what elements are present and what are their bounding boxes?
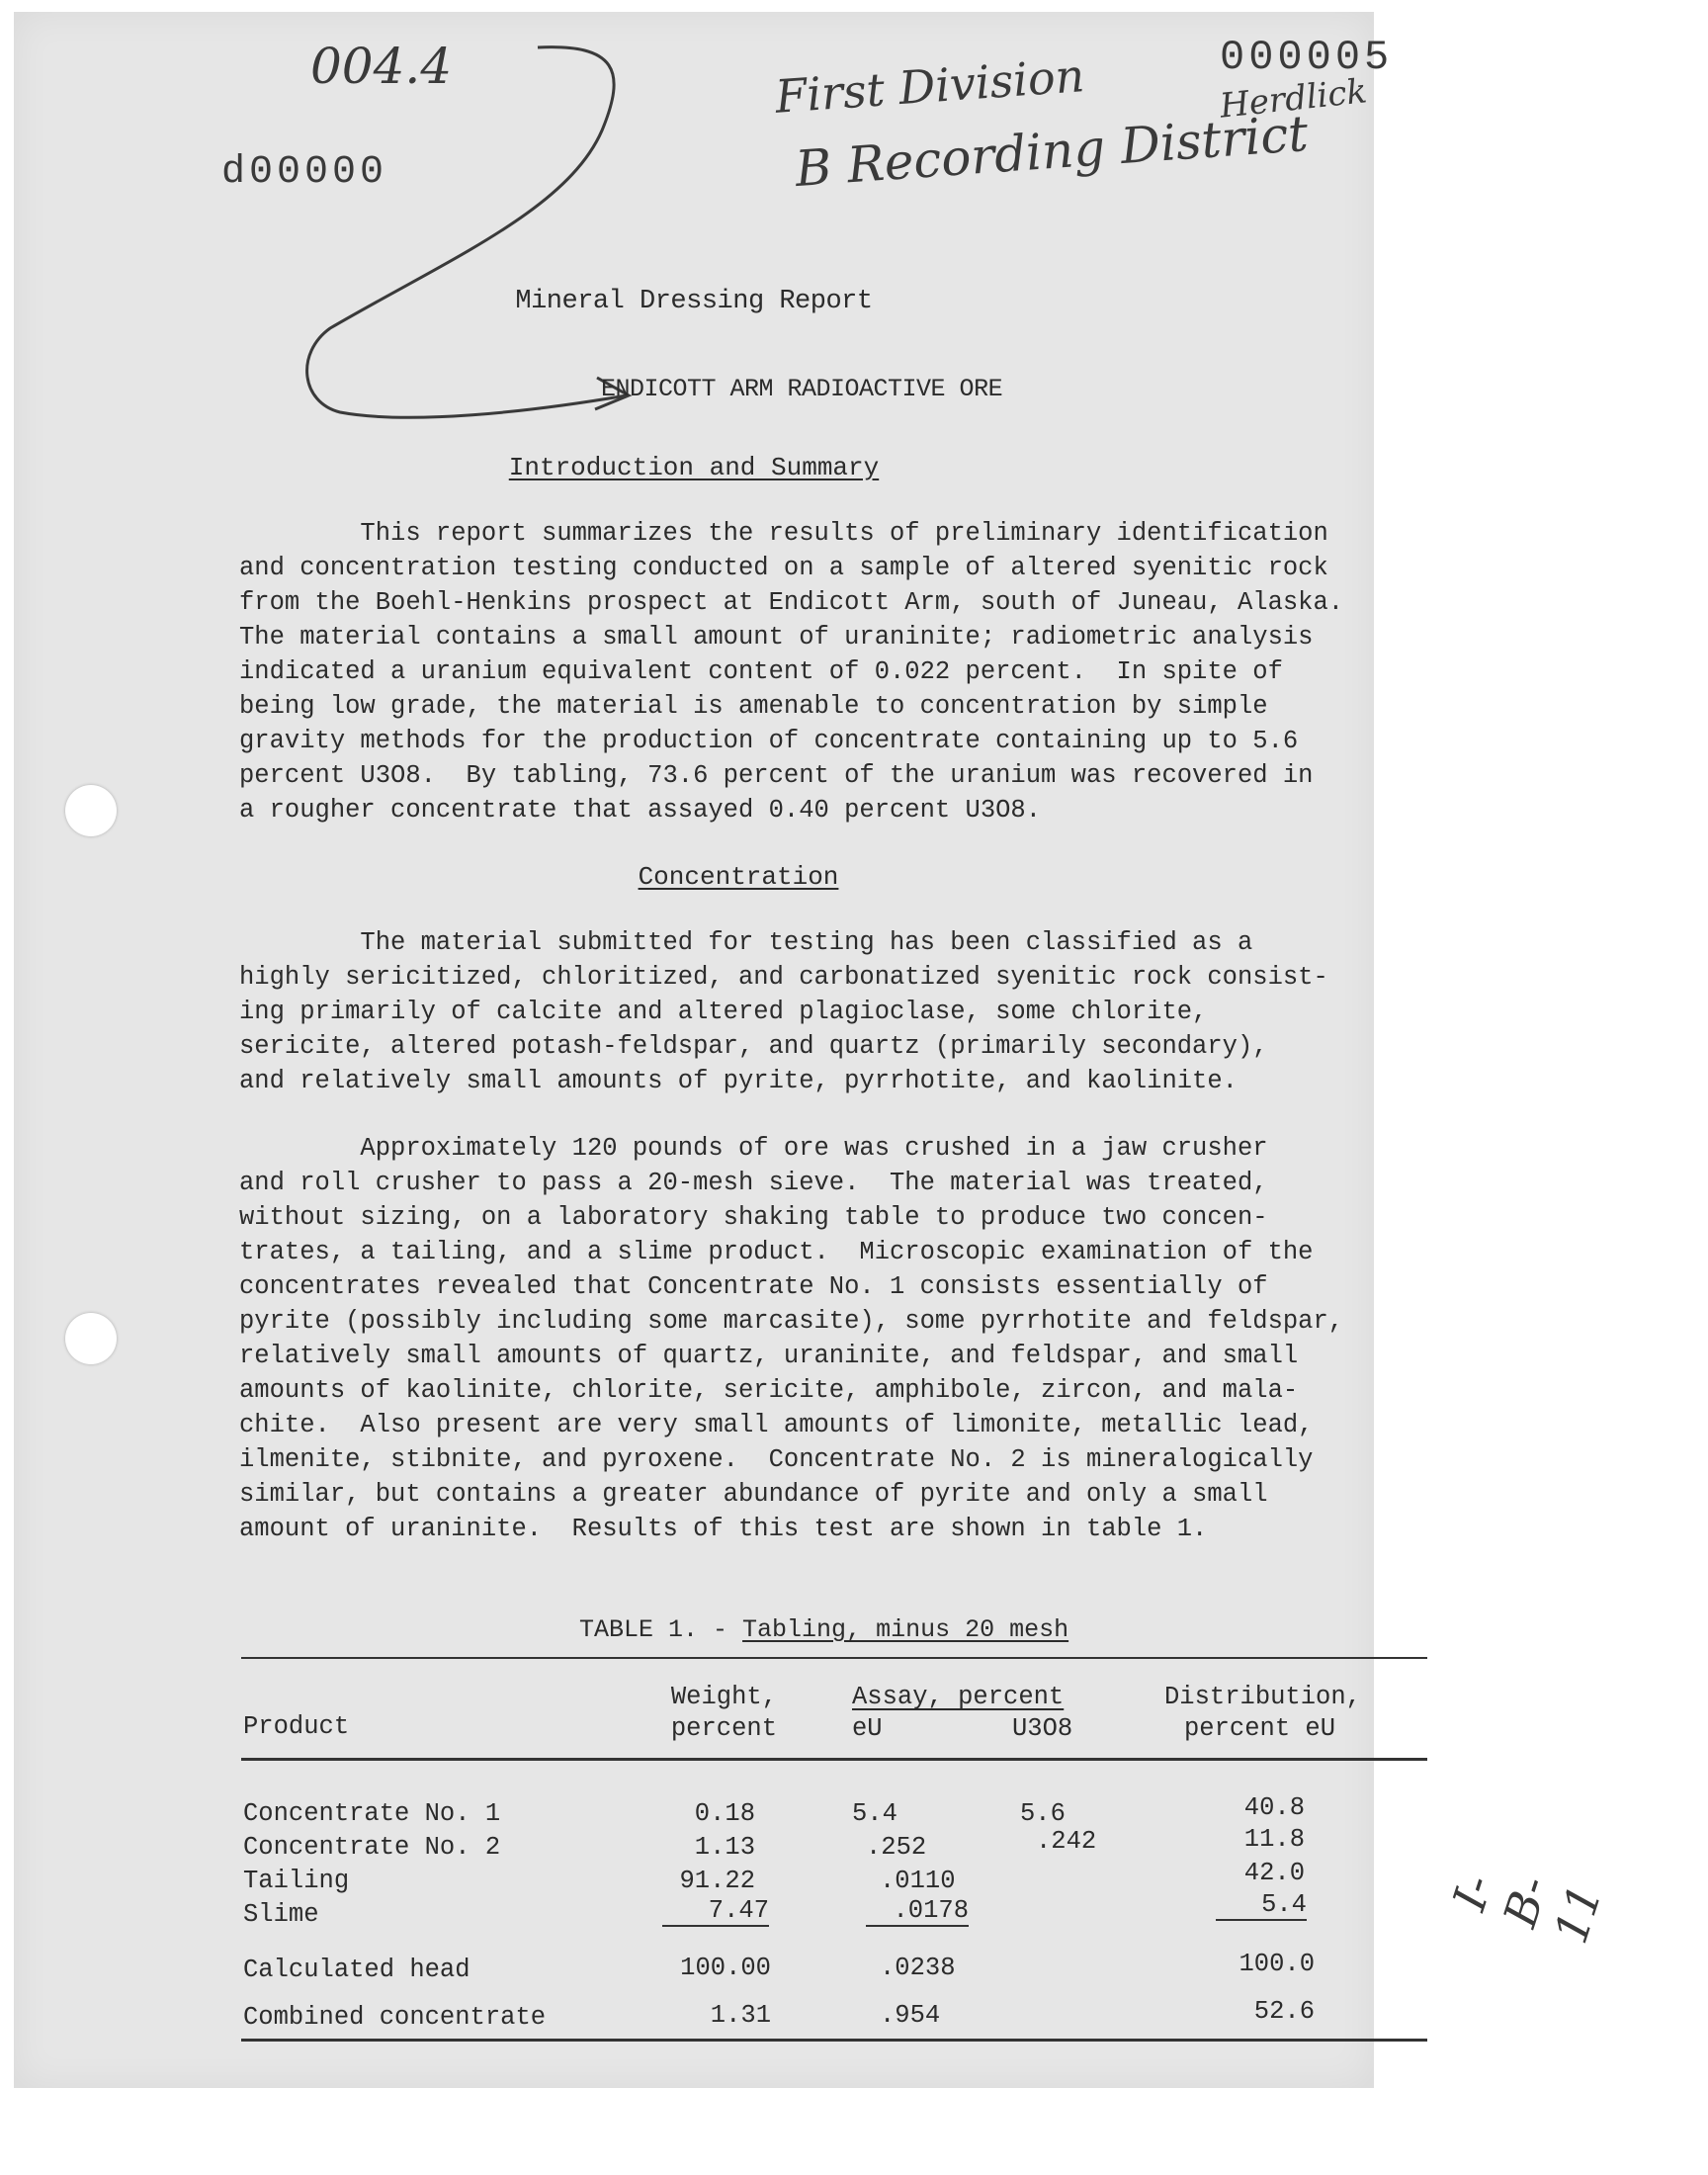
table-header-rule [241, 1758, 1427, 1761]
text-line: and roll crusher to pass a 20-mesh sieve. The material was treated, [239, 1169, 1268, 1197]
text-line: a rougher concentrate that assayed 0.40 percent U3O8. [239, 796, 1042, 825]
header-u3o8: U3O8 [1012, 1714, 1073, 1743]
row-product: Calculated head [243, 1956, 470, 1984]
row-product: Slime [243, 1900, 319, 1929]
text-line: amount of uraninite. Results of this test are shown in table 1. [239, 1515, 1208, 1543]
table-caption-prefix: TABLE 1. - [579, 1615, 743, 1644]
text-line: from the Boehl-Henkins prospect at Endicott Arm, south of Juneau, Alaska. [239, 588, 1344, 617]
row-eu: 5.4 [852, 1799, 897, 1828]
header-distribution-line1: Distribution, [1164, 1683, 1361, 1711]
text-line: trates, a tailing, and a slime product. Microscopic examination of the [239, 1238, 1314, 1266]
section-heading-introduction: Introduction and Summary [508, 453, 880, 482]
row-eu: .0178 [866, 1896, 969, 1927]
text-line: ilmenite, stibnite, and pyroxene. Concentrate No. 2 is mineralogically [239, 1445, 1314, 1474]
row-weight: 1.13 [694, 1833, 755, 1862]
text-line: ing primarily of calcite and altered plagioclase, some chlorite, [239, 998, 1208, 1026]
row-weight: 91.22 [679, 1867, 755, 1895]
header-weight-line1: Weight, [670, 1683, 777, 1711]
row-u3o8: 5.6 [1020, 1799, 1066, 1828]
header-weight-line2: percent [670, 1714, 777, 1743]
document-page [14, 12, 1613, 2088]
file-code: 004.4 [310, 38, 453, 95]
row-eu: .954 [880, 2001, 941, 2030]
header-assay: Assay, percent [852, 1683, 1065, 1711]
row-weight: 1.31 [710, 2001, 771, 2030]
row-weight: 0.18 [694, 1799, 755, 1828]
text-line: and concentration testing conducted on a sample of altered syenitic rock [239, 554, 1328, 582]
row-product: Tailing [243, 1867, 350, 1895]
row-weight: 7.47 [662, 1896, 769, 1927]
report-title: Mineral Dressing Report [515, 287, 873, 316]
row-distribution: 11.8 [1243, 1825, 1305, 1854]
handwritten-district: B Recording District [793, 104, 1311, 199]
text-line: indicated a uranium equivalent content of 0.022 percent. In spite of [239, 657, 1283, 686]
text-line: pyrite (possibly including some marcasite), some pyrrhotite and feldspar, [239, 1307, 1344, 1336]
row-eu: .252 [866, 1833, 927, 1862]
text-line: gravity methods for the production of concentrate containing up to 5.6 [239, 727, 1299, 755]
text-line: The material contains a small amount of uraninite; radiometric analysis [239, 623, 1314, 652]
handwritten-name: Herdlick [1218, 71, 1369, 127]
side-note: I-B-11 [1442, 1868, 1613, 1951]
row-eu: .0110 [880, 1867, 956, 1895]
stamp-left: d00000 [221, 150, 388, 195]
stamp-right: 000005 [1220, 34, 1394, 81]
text-line: without sizing, on a laboratory shaking table to produce two concen- [239, 1203, 1268, 1232]
row-distribution: 5.4 [1216, 1890, 1307, 1921]
text-line: The material submitted for testing has been classified as a [239, 928, 1253, 957]
table-bottom-rule [241, 2039, 1427, 2042]
row-eu: .0238 [880, 1954, 956, 1982]
text-line: highly sericitized, chloritized, and carbonatized syenitic rock consist- [239, 963, 1328, 992]
row-product: Concentrate No. 1 [243, 1799, 501, 1828]
table-top-rule [241, 1657, 1427, 1659]
row-distribution: 42.0 [1243, 1859, 1305, 1887]
row-product: Combined concentrate [243, 2003, 547, 2032]
header-eu: eU [852, 1714, 883, 1743]
text-line: relatively small amounts of quartz, uraninite, and feldspar, and small [239, 1342, 1299, 1370]
text-line: sericite, altered potash-feldspar, and quartz (primarily secondary), [239, 1032, 1268, 1061]
handwritten-division: First Division [773, 48, 1086, 124]
punch-hole-bottom [65, 1313, 117, 1364]
text-line: being low grade, the material is amenable to concentration by simple [239, 692, 1268, 721]
text-line: Approximately 120 pounds of ore was crushed in a jaw crusher [239, 1134, 1268, 1163]
row-weight: 100.00 [680, 1954, 771, 1982]
intro-paragraph [239, 516, 1343, 827]
section-heading-concentration: Concentration [638, 862, 839, 892]
punch-hole-top [65, 785, 117, 836]
header-distribution-line2: percent eU [1184, 1714, 1336, 1743]
table-caption-title: Tabling, minus 20 mesh [742, 1615, 1069, 1644]
text-line: This report summarizes the results of preliminary identification [239, 519, 1328, 548]
text-line: concentrates revealed that Concentrate No. 1 consists essentially of [239, 1272, 1268, 1301]
text-line: amounts of kaolinite, chlorite, sericite, amphibole, zircon, and mala- [239, 1376, 1299, 1405]
row-distribution: 52.6 [1253, 1997, 1315, 2026]
text-line: similar, but contains a greater abundance of pyrite and only a small [239, 1480, 1268, 1509]
text-line: percent U3O8. By tabling, 73.6 percent of the uranium was recovered in [239, 761, 1314, 790]
row-distribution: 40.8 [1243, 1793, 1305, 1822]
header-product: Product [243, 1712, 350, 1741]
concentration-paragraph-1 [239, 925, 1328, 1098]
text-line: and relatively small amounts of pyrite, pyrrhotite, and kaolinite. [239, 1067, 1238, 1095]
text-line: chite. Also present are very small amounts of limonite, metallic lead, [239, 1411, 1314, 1439]
report-subtitle: ENDICOTT ARM RADIOACTIVE ORE [601, 375, 1003, 403]
row-distribution: 100.0 [1238, 1950, 1315, 1978]
concentration-paragraph-2 [239, 1131, 1343, 1546]
table-caption [520, 1578, 1068, 1682]
row-product: Concentrate No. 2 [243, 1833, 501, 1862]
row-u3o8: .242 [1036, 1827, 1097, 1856]
